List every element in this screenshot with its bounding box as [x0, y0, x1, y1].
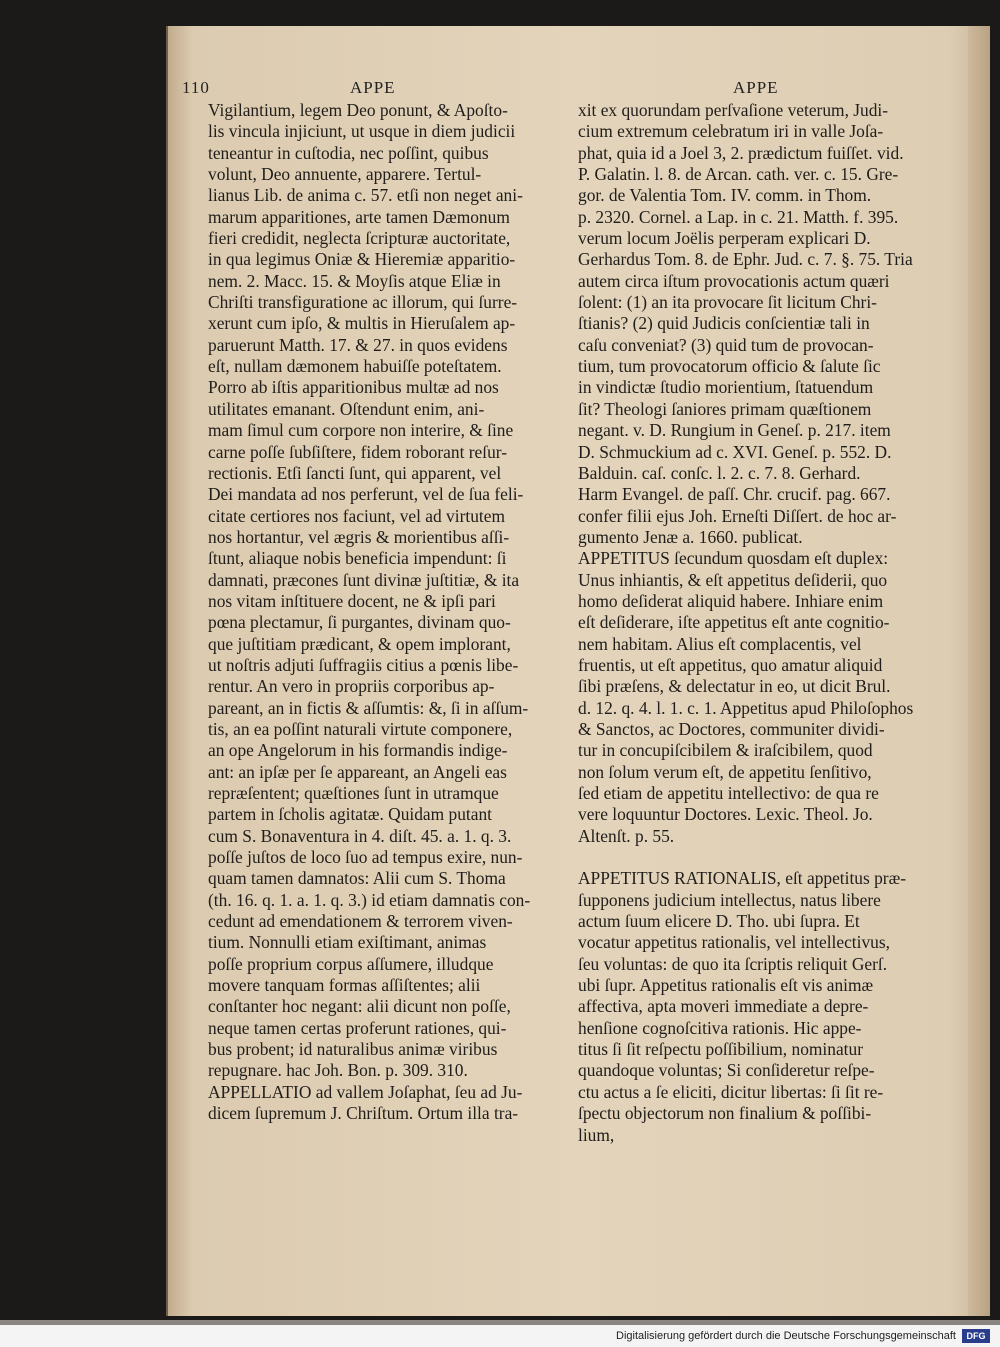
text-line: conſtanter hoc negant: alii dicunt non poſſe, [208, 996, 511, 1017]
text-line: p. 2320. Cornel. a Lap. in c. 21. Matth. f. 395. [578, 206, 899, 227]
text-line: ant: an ipſæ per ſe appareant, an Angeli eas [208, 761, 507, 782]
text-line: ſupponens judicium intellectus, natus libere [578, 889, 881, 910]
text-line: mam ſimul cum corpore non interire, & ſine [208, 420, 514, 441]
text-line: quam tamen damnatos: Alii cum S. Thoma [208, 868, 506, 889]
text-line: & Sanctos, ac Doctores, communiter dividi- [578, 718, 885, 739]
footer-credit: Digitalisierung gefördert durch die Deutsche Forschungsgemeinschaft [616, 1330, 956, 1342]
text-line: ut noſtris adjuti ſuffragiis citius a pœnis libe- [208, 654, 519, 675]
text-line: pareant, an in fictis & aſſumtis: &, ſi in aſſum- [208, 697, 529, 718]
text-line: utilitates emanant. Oſtendunt enim, ani- [208, 398, 485, 419]
text-line: D. Schmuckium ad c. XVI. Geneſ. p. 552. D. [578, 441, 892, 462]
text-line: carne poſſe ſubſiſtere, fidem roborant reſur- [208, 441, 508, 462]
text-line: marum apparitiones, arte tamen Dæmonum [208, 206, 510, 227]
text-line: pœna plectamur, ſi purgantes, divinam quo- [208, 612, 511, 633]
text-line: Vigilantium, legem Deo ponunt, & Apoſto- [208, 100, 508, 120]
left-running-head: APPE [350, 78, 396, 97]
text-line: Altenſt. p. 55. [578, 825, 675, 846]
text-line: negant. v. D. Rungium in Geneſ. p. 217. item [578, 420, 891, 441]
text-line: tium. Nonnulli etiam exiſtimant, animas [208, 932, 487, 953]
text-line: partem in ſcholis agitatæ. Quidam putant [208, 804, 492, 825]
text-line: gumento Jenæ a. 1660. publicat. [578, 526, 803, 547]
text-line: homo deſiderat aliquid habere. Inhiare enim [578, 590, 884, 611]
text-line: affectiva, apta moveri immediate a depre- [578, 996, 869, 1017]
text-line [578, 847, 948, 868]
text-line: P. Galatin. l. 8. de Arcan. cath. ver. c. 15. Gre- [578, 164, 899, 185]
text-line: neque tamen certas proferunt rationes, qui- [208, 1017, 507, 1038]
text-line: lis vincula injiciunt, ut usque in diem judicii [208, 121, 516, 142]
text-line: nos hortantur, vel ægris & morientibus aſſi- [208, 526, 510, 547]
text-line: ubi ſupr. Appetitus rationalis eſt vis animæ [578, 975, 874, 996]
footer-bar [0, 1325, 1000, 1347]
right-running-head: APPE [733, 78, 779, 97]
text-line: que juſtitiam prædicant, & opem implorant, [208, 633, 511, 654]
text-line: ſtianis? (2) quid Judicis conſcientiæ tali in [578, 313, 870, 334]
text-line: Chriſti transfiguratione ac illorum, qui ſurre- [208, 292, 518, 313]
text-line: poſſe proprium corpus aſſumere, illudque [208, 953, 494, 974]
text-line: cium extremum celebratum iri in valle Joſa- [578, 121, 884, 142]
text-line: ſibi præſens, & delectatur in eo, ut dicit Brul. [578, 676, 891, 697]
text-line: ſed etiam de appetitu intellectivo: de qua re [578, 783, 879, 803]
text-line: phat, quia id a Joel 3, 2. prædictum fuiſſet. vid. [578, 142, 904, 163]
text-line: lianus Lib. de anima c. 57. etſi non neget ani- [208, 185, 523, 206]
text-line: ctu actus a ſe eliciti, dicitur libertas: ſi ſit re- [578, 1081, 884, 1102]
text-line: titus ſi ſit reſpectu poſſibilium, nominatur [578, 1039, 863, 1060]
text-line: bus probent; id naturalibus animæ viribus [208, 1039, 498, 1060]
text-line: in vindictæ ſtudio morientium, ſtatuendum [578, 377, 874, 398]
text-line: fruentis, ut eſt appetitus, quo amatur aliquid [578, 654, 883, 675]
text-line: Harm Evangel. de paſſ. Chr. crucif. pag. 667. [578, 484, 891, 505]
text-line: fieri credidit, neglecta ſcripturæ auctoritate, [208, 228, 511, 249]
text-line: in qua legimus Oniæ & Hieremiæ apparitio- [208, 249, 516, 270]
text-line: rectionis. Etſi ſancti ſunt, qui apparent, vel [208, 462, 502, 483]
text-line: non ſolum verum eſt, de appetitu ſenſitivo, [578, 761, 872, 782]
text-line: caſu conveniat? (3) quid tum de provocan- [578, 334, 874, 355]
text-line: APPETITUS ſecundum quosdam eſt duplex: [578, 548, 889, 569]
text-line: citate certiores nos faciunt, vel ad virtutem [208, 505, 505, 526]
page-number: 110 [182, 78, 210, 97]
page-edge [968, 26, 990, 1316]
text-line: nem. 2. Macc. 15. & Moyſis atque Eliæ in [208, 270, 501, 291]
text-line: APPETITUS RATIONALIS, eſt appetitus præ- [578, 868, 906, 889]
right-text-column [578, 100, 948, 1146]
text-line: dicem ſupremum J. Chriſtum. Ortum illa tra- [208, 1103, 519, 1124]
text-line: xit ex quorundam perſvaſione veterum, Judi- [578, 100, 889, 120]
text-line: ſpectu objectorum non finalium & poſſibi- [578, 1103, 872, 1124]
text-line: ſeu voluntas: de quo ita ſcriptis reliquit Gerſ. [578, 953, 888, 974]
text-line: APPELLATIO ad vallem Joſaphat, ſeu ad Ju- [208, 1081, 523, 1102]
text-line: tium, tum provocatorum officio & ſalute ſic [578, 356, 881, 377]
left-text-column [208, 100, 563, 1125]
text-line: Balduin. caſ. conſc. l. 2. c. 7. 8. Gerhard. [578, 462, 861, 483]
text-line: teneantur in cuſtodia, nec poſſint, quibus [208, 142, 489, 163]
text-line: quandoque voluntas; Si conſideretur reſpe- [578, 1060, 875, 1081]
text-line: volunt, Deo annuente, apparere. Tertul- [208, 164, 482, 185]
text-line: cedunt ad emendationem & terrorem viven- [208, 911, 513, 932]
text-line: vere loquuntur Doctores. Lexic. Theol. Jo. [578, 804, 873, 825]
dfg-logo: DFG [962, 1329, 990, 1343]
text-line: eſt deſiderare, iſte appetitus eſt ante cognitio- [578, 612, 890, 633]
text-line: movere tanquam formas aſſiſtentes; alii [208, 975, 481, 996]
text-line: xerunt cum ipſo, & multis in Hieruſalem ap- [208, 313, 516, 334]
text-line: Unus inhiantis, & eſt appetitus deſiderii, quo [578, 569, 888, 590]
text-line: rentur. An vero in propriis corporibus ap- [208, 676, 495, 697]
text-line: eſt, nullam dæmonem habuiſſe poteſtatem. [208, 356, 502, 377]
text-line: tis, an ea poſſint naturali virtute componere, [208, 718, 513, 739]
text-line: poſſe juſtos de loco ſuo ad tempus exire, nun- [208, 847, 523, 868]
text-line: tur in concupiſcibilem & iraſcibilem, quod [578, 740, 873, 761]
text-line: ſolent: (1) an ita provocare ſit licitum Chri- [578, 292, 877, 313]
text-line: cum S. Bonaventura in 4. diſt. 45. a. 1. q. 3. [208, 825, 512, 846]
text-line: Dei mandata ad nos perferunt, vel de ſua feli- [208, 484, 524, 505]
text-line: repræſentent; quæſtiones ſunt in utramque [208, 783, 499, 803]
text-line: autem circa iſtum provocationis actum quæri [578, 270, 890, 291]
text-line: lium, [578, 1124, 615, 1145]
text-line: (th. 16. q. 1. a. 1. q. 3.) id etiam damnatis con- [208, 889, 531, 910]
text-line: henſione cognoſcitiva rationis. Hic appe- [578, 1017, 862, 1038]
text-line: Gerhardus Tom. 8. de Ephr. Jud. c. 7. §. 75. Tria [578, 249, 913, 270]
text-line: damnati, præcones ſunt divinæ juſtitiæ, & ita [208, 569, 520, 590]
text-line: ſit? Theologi ſaniores primam quæſtionem [578, 398, 872, 419]
text-line: nem habitam. Alius eſt complacentis, vel [578, 633, 862, 654]
text-line: d. 12. q. 4. l. 1. c. 1. Appetitus apud Philoſophos [578, 697, 914, 718]
text-line: paruerunt Matth. 17. & 27. in quos evidens [208, 334, 508, 355]
text-line: repugnare. hac Joh. Bon. p. 309. 310. [208, 1060, 468, 1081]
text-line: nos vitam inſtituere docent, ne & ipſi pari [208, 590, 496, 611]
text-line: actum ſuum elicere D. Tho. ubi ſupra. Et [578, 911, 860, 932]
text-line: gor. de Valentia Tom. IV. comm. in Thom. [578, 185, 872, 206]
text-line: confer filii ejus Joh. Erneſti Diſſert. de hoc ar- [578, 505, 897, 526]
text-line: ſtunt, aliaque nobis beneficia impendunt: ſi [208, 548, 507, 569]
text-line: vocatur appetitus rationalis, vel intellectivus, [578, 932, 890, 953]
text-line: Porro ab iſtis apparitionibus multæ ad nos [208, 377, 499, 398]
text-line: verum locum Joëlis perperam explicari D. [578, 228, 871, 249]
text-line: an ope Angelorum in his formandis indige- [208, 740, 508, 761]
